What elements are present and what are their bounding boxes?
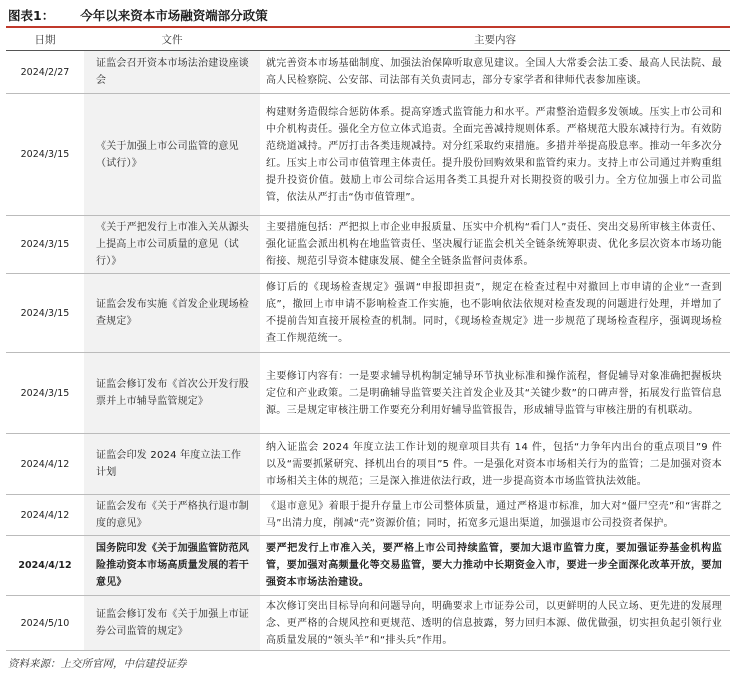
- row-date: 2024/3/15: [20, 387, 70, 399]
- row-content: 主要修订内容有：一是要求辅导机构制定辅导环节执业标准和操作流程，督促辅导对象准确把握板块定位和产业政策。二是明确辅导监管要关注首发企业及其“关键少数”的口碑声誉，拓展发行监管信息源。三是规定审核注册工作要充分利用好辅导监管报告，形成辅导监管与审核注册的有机联动。: [266, 370, 722, 416]
- row-content: 《退市意见》着眼于提升存量上市公司整体质量，通过严格退市标准，加大对“僵尸空壳”和“害群之马”出清力度，削减“壳”资源价值；同时，拓宽多元退出渠道，加强退市公司投资者保护。: [266, 501, 722, 529]
- figure-title: 今年以来资本市场融资端部分政策: [80, 8, 268, 23]
- row-content: 要严把发行上市准入关，要严格上市公司持续监管，要加大退市监管力度，要加强证券基金机构监管，要加强对高频量化等交易监管，要大力推动中长期资金入市，要进一步全面深化改革开放，要加强资本市场法治建设。: [266, 543, 722, 588]
- row-content: 主要措施包括：严把拟上市企业申报质量、压实中介机构“看门人”责任、突出交易所审核主体责任、强化证监会派出机构在地监管责任、坚决履行证监会机关全链条统筹职责、优化多层次资本市场功能衔接、规范引导资本健康发展、健全全链条监督问责体系。: [266, 222, 722, 267]
- column-header-content: 主要内容: [260, 30, 730, 51]
- table-row: [6, 216, 730, 274]
- row-content: 修订后的《现场检查规定》强调“申报即担责”，规定在检查过程中对撤回上市申请的企业“一查到底”，撤回上市申请不影响检查工作实施，也不影响依法依规对检查发现的问题进行处理，并增加了不提前告知直接开展检查的机制。同时，《现场检查规定》进一步规范了现场检查程序，强调现场检查工作规范统一。: [266, 282, 722, 344]
- row-date: 2024/3/15: [20, 239, 70, 250]
- row-content: 构建财务造假综合惩防体系。提高穿透式监管能力和水平。严肃整治造假多发领域。压实上市公司和中介机构责任。强化全方位立体式追责。全面完善减持规则体系。严格规范大股东减持行为。有效防范绕道减持。严厉打击各类违规减持。对分红采取约束措施。多措并举提高股息率。推动一年多次分红。压实上市公司市值管理主体责任。提升股份回购效果和监管约束力。支持上市公司通过并购重组提升投资价值。鼓励上市公司综合运用各类工具提升对长期投资的吸引力。全方位加强上市公司监管，依法从严打击“伪市值管理”。: [266, 106, 722, 203]
- figure-label: 图表1：: [8, 8, 55, 23]
- row-date: 2024/2/27: [20, 66, 70, 78]
- table-row: [6, 51, 730, 94]
- figure-title-bar: [6, 4, 730, 28]
- source-note: 资料来源：上交所官网，中信建投证券: [8, 658, 187, 670]
- row-date: 2024/3/15: [20, 307, 70, 319]
- policy-table: [6, 30, 730, 651]
- column-header-date: 日期: [6, 30, 84, 51]
- row-document: 证监会召开资本市场法治建设座谈会: [84, 51, 260, 94]
- row-date: 2024/4/12: [20, 509, 70, 521]
- row-document: 证监会印发 2024 年度立法工作计划: [84, 434, 260, 495]
- table-row: [6, 495, 730, 536]
- row-document: 《关于加强上市公司监管的意见（试行）》: [84, 94, 260, 216]
- table-row: [6, 94, 730, 216]
- row-document: 证监会发布实施《首发企业现场检查规定》: [84, 274, 260, 353]
- row-date: 2024/3/15: [20, 149, 70, 160]
- table-row: [6, 274, 730, 353]
- table-row: [6, 596, 730, 651]
- row-document: 《关于严把发行上市准入关从源头上提高上市公司质量的意见（试行）》: [84, 216, 260, 274]
- row-document: 国务院印发《关于加强监管防范风险推动资本市场高质量发展的若干意见》: [84, 536, 260, 596]
- table-header-row: [6, 30, 730, 51]
- row-content: 就完善资本市场基础制度、加强法治保障听取意见建议。全国人大常委会法工委、最高人民法院、最高人民检察院、公安部、司法部有关负责同志，部分专家学者和律师代表参加座谈。: [266, 58, 722, 86]
- row-date: 2024/5/10: [20, 617, 70, 629]
- row-content: 纳入证监会 2024 年度立法工作计划的规章项目共有 14 件，包括“力争年内出台的重点项目”9 件以及“需要抓紧研究、择机出台的项目”5 件。一是强化对资本市场相关行为的监管；二是加强对资本市场相关主体的规范；三是深入推进依法行政，进一步提高资本市场监管执法效能。: [266, 441, 722, 487]
- table-row: [6, 353, 730, 434]
- table-row: [6, 536, 730, 596]
- row-date: 2024/4/12: [18, 560, 72, 571]
- column-header-doc: 文件: [84, 30, 260, 51]
- row-document: 证监会修订发布《关于加强上市证券公司监管的规定》: [84, 596, 260, 651]
- row-document: 证监会发布《关于严格执行退市制度的意见》: [84, 495, 260, 536]
- row-document: 证监会修订发布《首次公开发行股票并上市辅导监管规定》: [84, 353, 260, 434]
- row-content: 本次修订突出目标导向和问题导向，明确要求上市证券公司，以更鲜明的人民立场、更先进的发展理念、更严格的合规风控和更规范、透明的信息披露，努力回归本源、做优做强，切实担负起引领行业高质量发展的“领头羊”和“排头兵”作用。: [266, 600, 722, 646]
- table-row: [6, 434, 730, 495]
- row-date: 2024/4/12: [20, 458, 70, 470]
